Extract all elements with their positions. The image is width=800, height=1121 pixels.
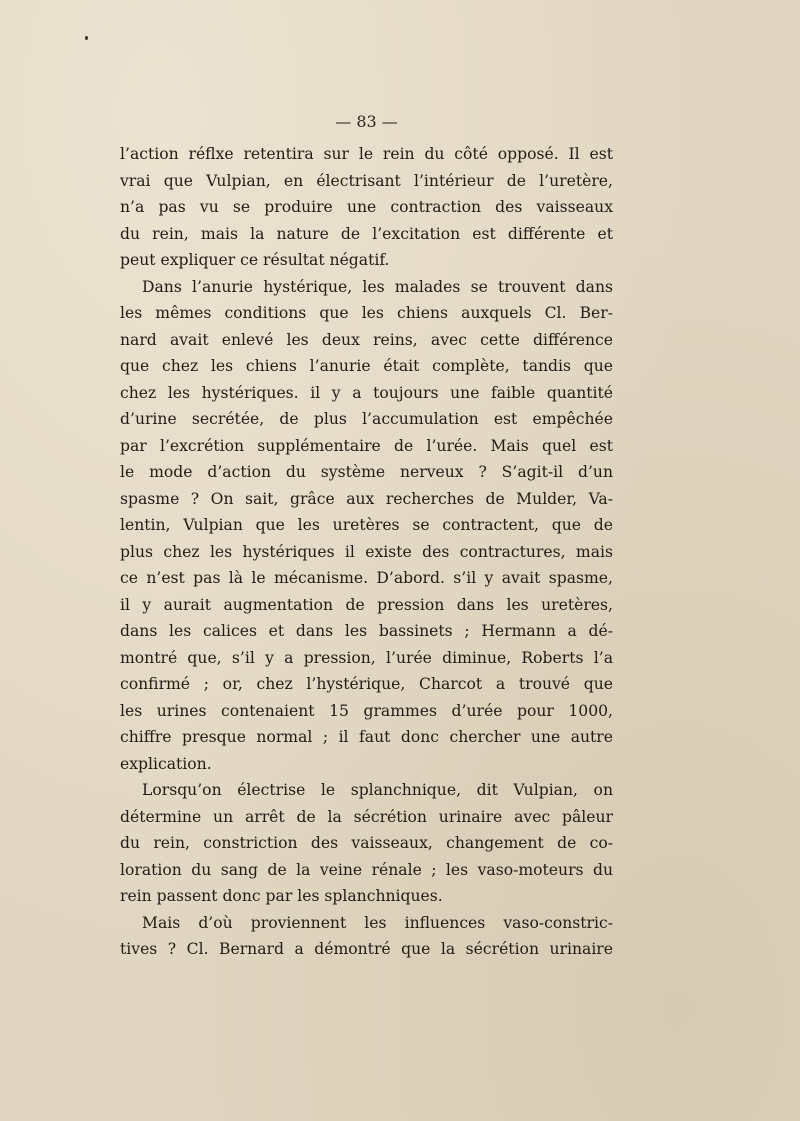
text-line: d’urine secrétée, de plus l’accumulation est empêchée: [120, 410, 613, 428]
text-line: confirmé ; or, chez l’hystérique, Charcot a trouvé que: [120, 675, 613, 693]
body-text: [120, 141, 613, 963]
text-line: explication.: [120, 754, 212, 773]
page-number: — 83 —: [335, 112, 398, 131]
ink-speck: [85, 36, 88, 40]
text-line: que chez les chiens l’anurie était complète, tandis que: [120, 357, 613, 375]
text-line: par l’excrétion supplémentaire de l’urée. Mais quel est: [120, 436, 613, 455]
text-line: lentin, Vulpian que les uretères se contractent, que de: [120, 516, 613, 534]
text-line: les mêmes conditions que les chiens auxquels Cl. Ber-: [120, 304, 613, 322]
text-line: vrai que Vulpian, en électrisant l’intérieur de l’uretère,: [120, 171, 613, 190]
text-line: tives ? Cl. Bernard a démontré que la sécrétion urinaire: [120, 940, 613, 958]
text-line: rein passent donc par les splanchniques.: [120, 887, 443, 905]
text-line: nard avait enlevé les deux reins, avec cette différence: [120, 330, 613, 349]
text-line: peut expliquer ce résultat négatif.: [120, 251, 390, 269]
text-line: détermine un arrêt de la sécrétion urinaire avec pâleur: [120, 807, 613, 826]
text-line: plus chez les hystériques il existe des contractures, mais: [120, 542, 613, 561]
text-line: n’a pas vu se produire une contraction des vaisseaux: [120, 198, 613, 216]
text-line: chez les hystériques. il y a toujours une faible quantité: [120, 383, 613, 402]
text-line: du rein, mais la nature de l’excitation est différente et: [120, 224, 613, 243]
text-line: il y aurait augmentation de pression dans les uretères,: [120, 595, 613, 614]
text-line: dans les calices et dans les bassinets ; Hermann a dé-: [120, 622, 613, 640]
text-line: ce n’est pas là le mécanisme. D’abord. s’il y avait spasme,: [120, 569, 613, 587]
text-line: les urines contenaient 15 grammes d’urée pour 1000,: [120, 701, 613, 720]
text-line: Dans l’anurie hystérique, les malades se trouvent dans: [142, 277, 613, 296]
text-line: loration du sang de la veine rénale ; les vaso-moteurs du: [120, 860, 613, 879]
text-line: du rein, constriction des vaisseaux, changement de co-: [120, 834, 613, 852]
text-line: spasme ? On sait, grâce aux recherches de Mulder, Va-: [120, 489, 613, 508]
text-line: Mais d’où proviennent les influences vaso-constric-: [142, 913, 613, 932]
text-line: chiffre presque normal ; il faut donc chercher une autre: [120, 728, 613, 746]
text-line: montré que, s’il y a pression, l’urée diminue, Roberts l’a: [120, 648, 613, 667]
text-line: le mode d’action du système nerveux ? S’agit-il d’un: [120, 463, 613, 481]
text-line: l’action réflxe retentira sur le rein du côté opposé. Il est: [120, 145, 613, 163]
text-line: Lorsqu’on électrise le splanchnique, dit Vulpian, on: [142, 781, 613, 799]
